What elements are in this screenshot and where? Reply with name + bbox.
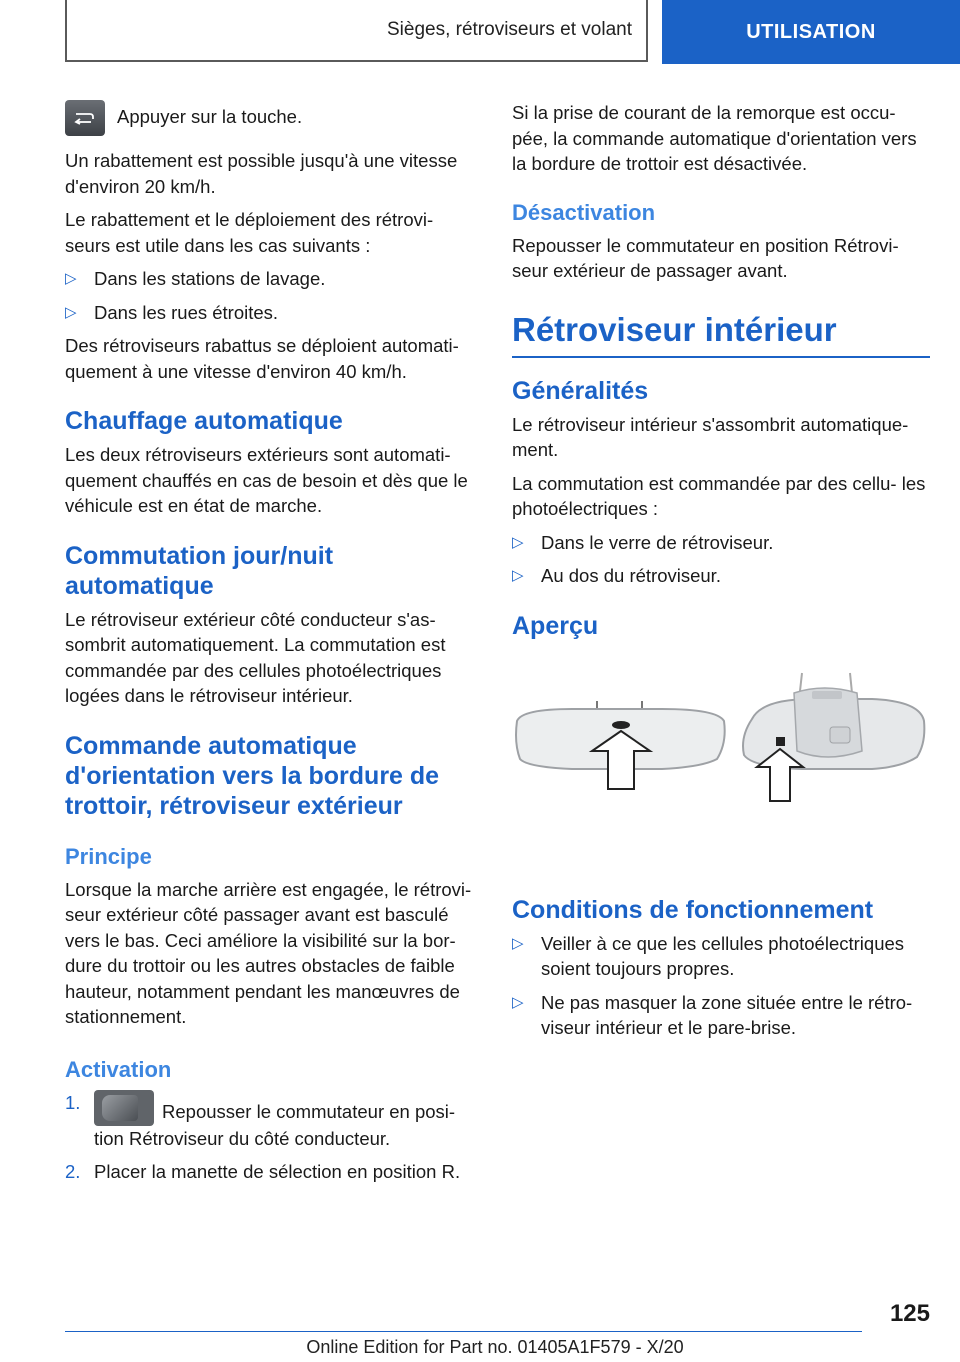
heading-day-night: Commutation jour/nuit automatique [65,541,334,600]
bullet-icon: ▷ [65,270,77,287]
step-text: Placer la manette de sélection en position R. [94,1161,461,1182]
mirror-switch-icon [94,1090,154,1126]
page-number: 125 [889,1300,930,1327]
heading-deactivation: Désactivation [512,199,656,225]
press-button-text: Appuyer sur la touche. [117,106,303,127]
paragraph: Les deux rétroviseurs extérieurs sont automati- quement chauffés en cas de besoin et dès que le véhicule est en état de marche. [65,444,468,516]
bullet-list [65,266,483,325]
bullet-icon: ▷ [65,303,77,321]
heading-heating: Chauffage automatique [65,407,343,435]
mirror-front-image [516,701,725,789]
mirror-illustration [512,671,930,871]
steps-list [65,1090,483,1185]
list-item: ▷ Au dos du rétroviseur. [512,563,930,589]
paragraph: Le rabattement et le déploiement des rétrovi- seurs est utile dans les cas suivants : [65,209,434,256]
step-number: 1. [65,1091,81,1113]
paragraph: Repousser le commutateur en position Rétrovi- seur extérieur de passager avant. [512,234,899,281]
step-text: Repousser le commutateur en posi- tion Rétroviseur du côté conducteur. [94,1100,456,1149]
mirror-back-image [743,673,924,801]
heading-overview: Aperçu [512,611,599,640]
step-number: 2. [65,1161,81,1182]
paragraph: Si la prise de courant de la remorque est occu- pée, la commande automatique d'orientation vers la bordure de trottoir est désactivée. [512,102,917,174]
section-title: Sièges, rétroviseurs et volant [386,19,632,40]
list-item: ▷ Dans le verre de rétroviseur. [512,530,930,556]
list-item: ▷ Ne pas masquer la zone située entre le rétro- viseur intérieur et le pare-brise. [512,991,913,1038]
heading-conditions: Conditions de fonctionnement [512,895,874,924]
heading-general: Généralités [512,376,649,405]
heading-activation: Activation [65,1056,172,1082]
paragraph: La commutation est commandée par des cellu- les photoélectriques : [512,472,926,519]
paragraph: Lorsque la marche arrière est engagée, le rétrovi- seur extérieur côté passager avant est basculé vers le bas. Ceci améliore la visibilité sur la bor- dure du trottoir ou les autres obstacles de faible hauteur, notamment pendant les manœuvres de stationnement. [65,878,472,1027]
step-item [65,1090,483,1152]
paragraph: Le rétroviseur intérieur s'assombrit automatique- ment. [512,413,909,460]
heading-interior-mirror: Rétroviseur intérieur [512,310,930,358]
header-tab[interactable] [662,0,960,64]
paragraph: Des rétroviseurs rabattus se déploient automati- quement à une vitesse d'environ 40 km/h. [65,335,459,382]
list-item: ▷ Veiller à ce que les cellules photoélectriques soient toujours propres. [512,932,905,979]
paragraph: Un rabattement est possible jusqu'à une vitesse d'environ 20 km/h. [65,150,458,197]
heading-principle: Principe [65,843,152,869]
left-column [65,100,483,1193]
bullet-icon: ▷ [512,934,524,952]
list-item: ▷ Dans les stations de lavage. [65,266,483,292]
bullet-icon: ▷ [512,533,524,551]
press-button-row [65,100,483,136]
paragraph: Le rétroviseur extérieur côté conducteur s'as- sombrit automatiquement. La commutation est commandée par des cellules photoélectriques logées dans le rétroviseur intérieur. [65,608,446,706]
footer-edition: Online Edition for Part no. 01405A1F579 - X/20 [306,1337,684,1357]
tab-label: UTILISATION [746,20,876,43]
footer-divider [65,1331,862,1332]
bullet-list [512,530,930,589]
bullet-icon: ▷ [512,567,524,584]
list-item: ▷ Dans les rues étroites. [65,300,483,326]
heading-curb: Commande automatique d'orientation vers la bordure de trottoir, rétroviseur extérieur [65,731,440,820]
bullet-icon: ▷ [512,993,524,1011]
header-section-title [65,0,648,62]
bullet-list [512,931,930,1041]
right-column [512,100,930,1049]
step-item [65,1159,483,1185]
mirror-fold-button-icon [65,100,105,136]
